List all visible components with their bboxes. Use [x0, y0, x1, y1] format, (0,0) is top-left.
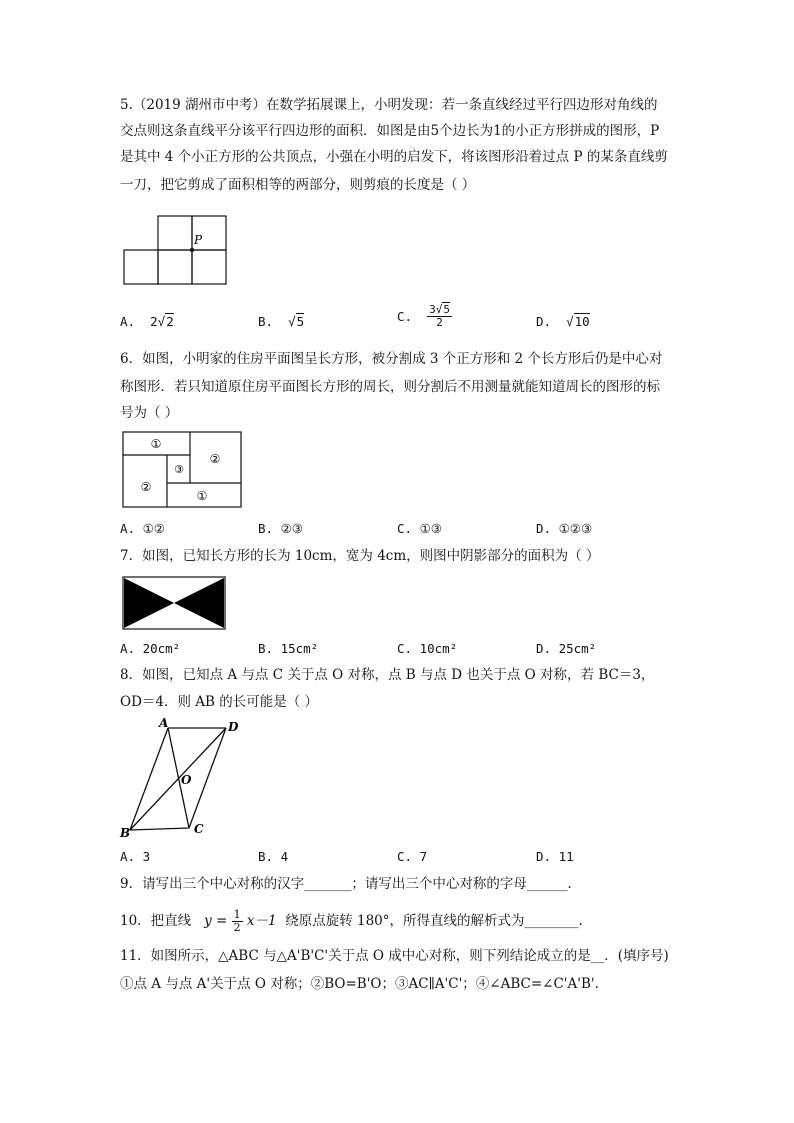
q8-option-a[interactable]: A. 3: [120, 849, 151, 864]
q8-label-o: O: [181, 773, 192, 787]
q5-line-3: 是其中 4 个小正方形的公共顶点，小强在小明的启发下，将该图形沿着过点 P 的某条直线剪: [120, 149, 668, 165]
q5-option-a[interactable]: A. 2√2: [120, 314, 174, 329]
q7-option-c[interactable]: C. 10cm²: [397, 641, 458, 656]
q6-floorplan-figure: [122, 431, 244, 509]
q8-parallelogram-figure: [116, 718, 246, 840]
q8-option-c[interactable]: C. 7: [397, 849, 428, 864]
q8-label-c: C: [194, 822, 204, 836]
q5-option-c[interactable]: C. $\frac{3√5}{2}$: [397, 303, 450, 329]
q6-region-label-1: ①: [150, 437, 162, 451]
q6-line-3: 号为（ ）: [120, 405, 179, 421]
q6-option-b[interactable]: B. ②③: [258, 521, 303, 536]
q6-line-1: 6．如图，小明家的住房平面图呈长方形，被分割成 3 个正方形和 2 个长方形后仍是中心对: [120, 351, 663, 367]
q6-region-label-4: ②: [140, 480, 152, 494]
q5-squares-figure: [122, 214, 232, 288]
q8-option-b[interactable]: B. 4: [258, 849, 289, 864]
q8-label-b: B: [120, 826, 131, 840]
q6-option-c[interactable]: C. ①③: [397, 521, 442, 536]
q5-line-1: 5.（2019 湖州市中考）在数学拓展课上，小明发现：若一条直线经过平行四边形对角线的: [120, 97, 658, 113]
q6-line-2: 称图形．若只知道原住房平面图长方形的周长，则分割后不用测量就能知道周长的图形的标: [120, 379, 660, 395]
q10-question: 10．把直线 y = $\frac{1}{2}$ x－1 绕原点旋转 180°，所得直线的解析式为________.: [120, 908, 583, 934]
q7-option-d[interactable]: D. 25cm²: [536, 641, 597, 656]
q11-line-1: 11．如图所示，△ABC 与△A'B'C'关于点 O 成中心对称，则下列结论成立的是__．(填序号): [120, 948, 669, 964]
q6-region-label-3: ③: [174, 463, 184, 476]
q8-label-d: D: [228, 720, 239, 734]
q5-option-d[interactable]: D. √10: [536, 314, 590, 329]
q6-option-d[interactable]: D. ①②③: [536, 521, 593, 536]
q8-label-a: A: [159, 718, 169, 730]
q8-line-2: OD＝4．则 AB 的长可能是（ ）: [120, 694, 319, 710]
q8-option-d[interactable]: D. 11: [536, 849, 574, 864]
q6-region-label-2: ②: [209, 452, 221, 466]
q7-option-a[interactable]: A. 20cm²: [120, 641, 181, 656]
q7-option-b[interactable]: B. 15cm²: [258, 641, 319, 656]
q5-line-4: 一刀，把它剪成了面积相等的两部分，则剪痕的长度是（ ）: [120, 177, 476, 193]
q8-line-1: 8．如图，已知点 A 与点 C 关于点 O 对称，点 B 与点 D 也关于点 O 对称，若 BC＝3，: [120, 667, 655, 683]
q5-line-2: 交点则这条直线平分该平行四边形的面积．如图是由5个边长为1的小正方形拼成的图形，P: [120, 123, 660, 139]
q5-point-p-label: P: [194, 233, 203, 247]
q6-region-label-5: ①: [196, 489, 208, 503]
q9-question: 9．请写出三个中心对称的汉字_______；请写出三个中心对称的字母______.: [120, 876, 572, 892]
q11-line-2: ①点 A 与点 A'关于点 O 对称；②BO=B'O；③AC∥A'C'；④∠ABC=∠C'A'B'.: [120, 976, 599, 992]
q5-option-b[interactable]: B. √5: [258, 314, 305, 329]
q7-rectangle-figure: [122, 576, 226, 630]
q6-option-a[interactable]: A. ①②: [120, 521, 165, 536]
q7-question: 7．如图，已知长方形的长为 10cm，宽为 4cm，则图中阴影部分的面积为（ ）: [120, 548, 600, 564]
